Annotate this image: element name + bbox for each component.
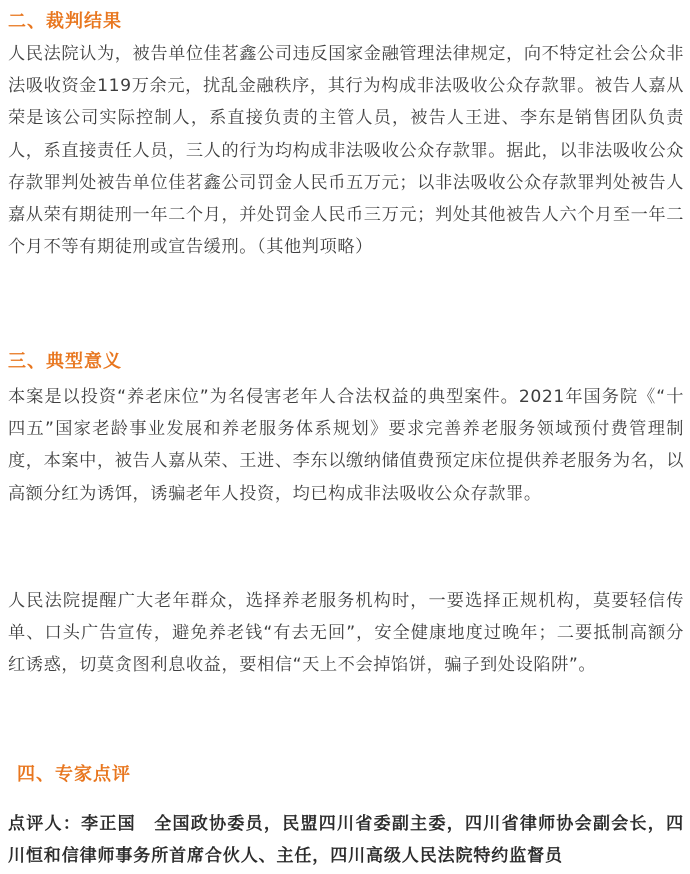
- section-heading-significance: 三、典型意义: [8, 351, 122, 372]
- expert-commentator-paragraph: 点评人：李正国 全国政协委员，民盟四川省委副主委，四川省律师协会副会长，四川恒和信律师事务所首席合伙人、主任，四川高级人民法院特约监督员: [8, 814, 684, 866]
- section-heading-expert: 四、专家点评: [17, 764, 131, 785]
- significance-paragraph-2: 人民法院提醒广大老年群众，选择养老服务机构时，一要选择正规机构，莫要轻信传单、口头广告宣传，避免养老钱“有去无回”，安全健康地度过晚年；二要抵制高额分红诱惑，切莫贪图利息收益，要相信“天上不会掉馅饼，骗子到处设陷阱”。: [8, 591, 684, 676]
- judgment-paragraph: 人民法院认为，被告单位佳茗鑫公司违反国家金融管理法律规定，向不特定社会公众非法吸收资金119万余元，扰乱金融秩序，其行为构成非法吸收公众存款罪。被告人嘉从荣是该公司实际控制人，系直接负责的主管人员，被告人王进、李东是销售团队负责人，系直接责任人员，三人的行为均构成非法吸收公众存款罪。据此，以非法吸收公众存款罪判处被告单位佳茗鑫公司罚金人民币五万元；以非法吸收公众存款罪判处被告人嘉从荣有期徒刑一年二个月，并处罚金人民币三万元；判处其他被告人六个月至一年二个月不等有期徒刑或宣告缓刑。（其他判项略）: [8, 44, 684, 258]
- section-heading-judgment: 二、裁判结果: [8, 11, 122, 32]
- significance-paragraph-1: 本案是以投资“养老床位”为名侵害老年人合法权益的典型案件。2021年国务院《“十四五”国家老龄事业发展和养老服务体系规划》要求完善养老服务领域预付费管理制度，本案中，被告人嘉从荣、王进、李东以缴纳储值费预定床位提供养老服务为名，以高额分红为诱饵，诱骗老年人投资，均已构成非法吸收公众存款罪。: [8, 387, 684, 504]
